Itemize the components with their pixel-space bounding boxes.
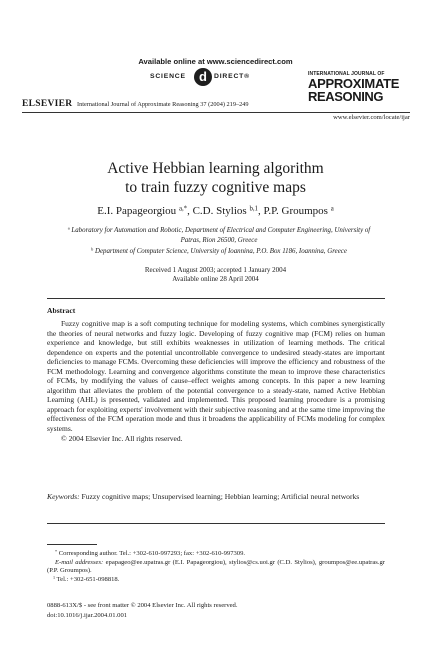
journal-citation: International Journal of Approximate Reasoning 37 (2004) 219–249 [77, 101, 249, 108]
article-title-line2: to train fuzzy cognitive maps [125, 179, 306, 196]
issn-line: 0888-613X/$ - see front matter © 2004 Elsevier Inc. All rights reserved. [47, 602, 238, 609]
footnote-emails [47, 559, 385, 576]
author-list: E.I. Papageorgiou $^{a,*}$, C.D. Stylios $^{b,1}$, P.P. Groumpos $^a$ [97, 205, 334, 217]
author-name[interactable]: C.D. Stylios [192, 205, 247, 217]
abstract-heading: Abstract [47, 306, 76, 315]
email-label: E-mail addresses: [55, 558, 104, 566]
affiliation-mark: a [67, 225, 70, 231]
footnotes [47, 550, 385, 585]
doi-link[interactable]: doi:10.1016/j.ijar.2004.01.001 [47, 612, 128, 619]
affiliation-text: Department of Computer Science, University of Ioannina, P.O. Box 1186, Ioannina, Greece [94, 248, 347, 255]
footnote-text: Corresponding author. Tel.: +302-610-997293; fax: +302-610-997309. [58, 550, 246, 557]
author-name[interactable]: P.P. Groumpos [263, 205, 328, 217]
footnote-rule [47, 544, 97, 545]
abstract-top-rule [47, 298, 385, 299]
footnote-mark: 1 [53, 574, 56, 580]
available-online-banner[interactable]: Available online at www.sciencedirect.com [138, 57, 293, 66]
journal-url-link[interactable]: www.elsevier.com/locate/ijar [333, 114, 410, 121]
footnote-mark: * [55, 548, 58, 554]
affiliation-a [60, 226, 378, 246]
affiliation-b [60, 247, 378, 257]
affiliation-text: Laboratory for Automation and Robotic, Department of Electrical and Computer Engineering, University of Patras, Rion 26500, Greece [71, 227, 371, 244]
author-marks: a,* [178, 205, 188, 213]
footnote-tel [47, 576, 385, 585]
abstract-bottom-rule [47, 523, 385, 524]
elsevier-logo: ELSEVIER [22, 99, 73, 109]
sciencedirect-logo-right: DIRECT® [214, 73, 250, 80]
sciencedirect-logo-left: SCIENCE [150, 73, 186, 80]
header-divider [22, 112, 410, 113]
journal-logo-top: INTERNATIONAL JOURNAL OF [308, 71, 385, 77]
footnote-corresponding [47, 550, 385, 559]
sciencedirect-at-icon: d [194, 68, 212, 86]
keywords [47, 492, 385, 503]
sciencedirect-logo[interactable] [150, 68, 285, 88]
abstract-copyright: © 2004 Elsevier Inc. All rights reserved. [61, 433, 183, 443]
online-date: Available online 28 April 2004 [172, 275, 259, 283]
article-title-line1: Active Hebbian learning algorithm [107, 160, 324, 177]
journal-logo [308, 71, 416, 107]
abstract-body [47, 319, 385, 443]
author-marks: a [330, 205, 334, 213]
abstract-text: Fuzzy cognitive map is a soft computing technique for modeling systems, which combines synergistically the theories of neural networks and fuzzy logic. Developing of fuzzy cognitive map (FCM) relies on human experience and knowledge, but still exhibits weaknesses in utilization of learning methods. The critical dependence on experts and the potential uncontrollable convergence to undesired steady-states are important deficiencies to manage FCMs. Overcoming these deficiencies will improve the efficiency and robustness of the FCM methodology. Learning and convergence algorithms constitute the mean to improve these characteristics of FCMs, by modifying the values of cause–effect weights among concepts. In this paper a new learning algorithm that alleviates the problem of the potential convergence to a steady-state, named Active Hebbian Learning (AHL) is presented, validated and implemented. This proposed learning procedure is a promising approach for exploiting experts' involvement with their subjective reasoning and at the same time improving the effectiveness of the FCM operation mode and thus it broadens the applicability of FCMs modeling for complex systems. [47, 319, 385, 434]
keywords-label: Keywords: [47, 492, 80, 501]
keywords-list: Fuzzy cognitive maps; Unsupervised learning; Hebbian learning; Artificial neural networks [81, 492, 360, 501]
received-dates: Received 1 August 2003; accepted 1 January 2004 [144, 266, 287, 274]
email-addresses[interactable]: epapageo@ee.upatras.gr (E.I. Papageorgiou), stylios@cs.uoi.gr (C.D. Stylios), groumpos@ee.upatras.gr (P.P. Groumpos). [47, 558, 385, 575]
journal-logo-word2: REASONING [308, 89, 384, 104]
author-name[interactable]: E.I. Papageorgiou [97, 205, 177, 217]
footnote-text: Tel.: +302-651-098818. [56, 576, 120, 584]
author-marks: b,1 [249, 205, 258, 213]
journal-logo-word1: APPROXIMATE [308, 76, 400, 91]
affiliation-mark: b [91, 246, 94, 252]
